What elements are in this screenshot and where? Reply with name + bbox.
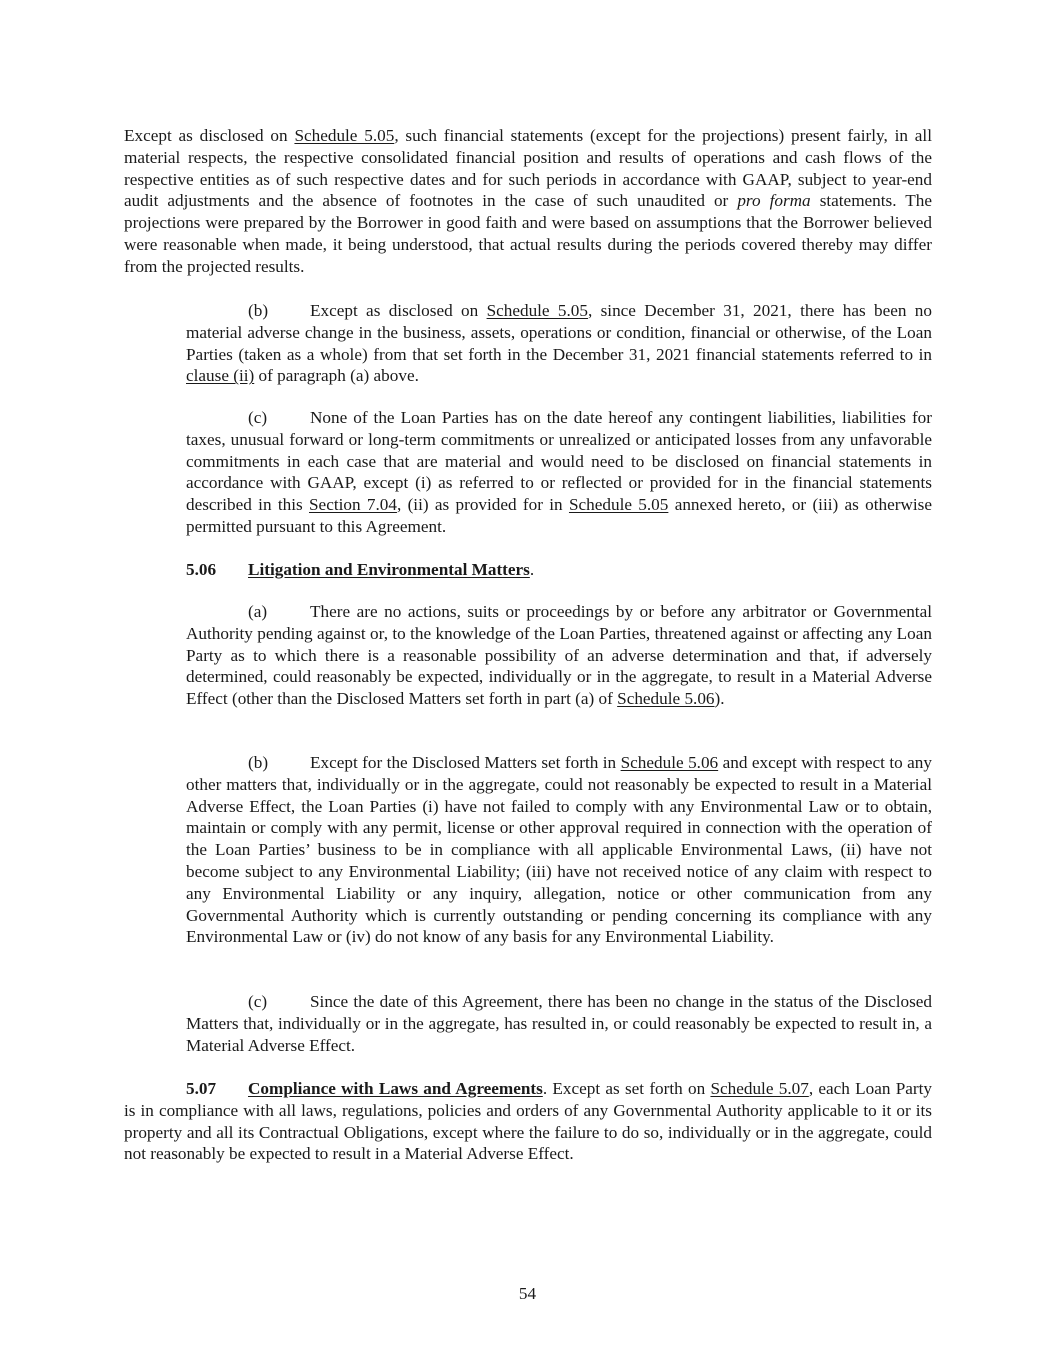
- section-704-reference[interactable]: Section 7.04: [309, 495, 397, 515]
- clause-label: (c): [248, 992, 268, 1011]
- text: annexed hereto, or (iii) as otherwise permitted pursuant to this Agreement.: [186, 495, 932, 536]
- section-title: Compliance with Laws and Agreements: [248, 1079, 543, 1098]
- text: Since the date of this Agreement, there has been no change in the status of the Disclosed Matters that, individually or in the aggregate, has resulted in, or could reasonably be expected to result in, a Material Adverse Effect.: [186, 992, 932, 1055]
- section-506-heading: [186, 559, 932, 581]
- text: of paragraph (a) above.: [254, 366, 419, 386]
- text: There are no actions, suits or proceedings by or before any arbitrator or Governmental Authority pending against or, to the knowledge of the Loan Parties, threatened against or affecting any Loan Party as to which there is a reasonable possibility of an adverse determination and that, if adversely determined, could reasonably be expected, individually or in the aggregate, to result in a Material Adverse Effect (other than the Disclosed Matters set forth in part (a) of: [186, 602, 932, 709]
- clause-label: (a): [248, 602, 268, 621]
- text: . Except as set forth on: [542, 1079, 711, 1098]
- schedule-505-reference[interactable]: Schedule 5.05: [486, 301, 588, 320]
- section-507-paragraph: [124, 1078, 932, 1165]
- schedule-505-reference[interactable]: Schedule 5.05: [568, 495, 669, 515]
- paragraph-505b: [186, 300, 932, 387]
- paragraph-505a-continuation: [124, 125, 932, 278]
- paragraph-506a: [186, 601, 932, 710]
- text: statements. The projections were prepared by the Borrower in good faith and were based on assumptions that the Borrower believed were reasonable when made, it being understood, that actual results during the periods covered thereby may differ from the projected results.: [124, 191, 932, 276]
- page-number: 54: [518, 1284, 537, 1303]
- schedule-506-reference[interactable]: Schedule 5.06: [620, 753, 719, 772]
- section-title: Litigation and Environmental Matters: [248, 560, 530, 579]
- text: , such financial statements (except for the projections) present fairly, in all material respects, the respective consolidated financial position and results of operations and cash flows of the respective entities as of such respective dates and for such periods in accordance with GAAP, subject to year-end audit adjustments and the absence of footnotes in the case of such unaudited or: [124, 126, 932, 211]
- paragraph-506c: [186, 991, 932, 1056]
- text: , since December 31, 2021, there has been no material adverse change in the business, assets, operations or condition, financial or otherwise, of the Loan Parties (taken as a whole) from that set forth in the December 31, 2021 financial statements referred to in: [186, 301, 932, 364]
- clause-label: (b): [248, 753, 269, 772]
- paragraph-506b: [186, 752, 932, 948]
- text: Except as disclosed on: [310, 301, 487, 320]
- clause-ii-reference[interactable]: clause (ii): [186, 366, 255, 386]
- paragraph-505c: [186, 407, 932, 538]
- clause-label: (b): [248, 301, 269, 320]
- text: , (ii) as provided for in: [396, 495, 569, 515]
- schedule-506-reference[interactable]: Schedule 5.06: [617, 689, 715, 709]
- text: Except for the Disclosed Matters set forth in: [310, 753, 621, 772]
- section-number: 5.06: [186, 560, 217, 579]
- schedule-505-reference[interactable]: Schedule 5.05: [294, 126, 395, 145]
- text: None of the Loan Parties has on the date hereof any contingent liabilities, liabilities for taxes, unusual forward or long-term commitments or unrealized or anticipated losses from any unfavorable commitments in each case that are material and would need to be disclosed on financial statements in accordance with GAAP, except (i) as referred to or reflected or provided for in the financial statements described in this: [186, 408, 932, 515]
- section-number: 5.07: [186, 1079, 217, 1098]
- clause-label: (c): [248, 408, 268, 427]
- schedule-507-reference[interactable]: Schedule 5.07: [710, 1079, 809, 1098]
- text: , each Loan Party is in compliance with all laws, regulations, policies and orders of any Governmental Authority applicable to it or its property and all its Contractual Obligations, except where the failure to do so, individually or in the aggregate, could not reasonably be expected to result in a Material Adverse Effect.: [124, 1079, 932, 1164]
- text: Except as disclosed on: [124, 126, 295, 145]
- pro-forma-italic: pro forma: [737, 191, 811, 211]
- text: ).: [714, 689, 725, 709]
- text: and except with respect to any other matters that, individually or in the aggregate, could not reasonably be expected to result in a Material Adverse Effect, the Loan Parties (i) have not failed to comply with any Environmental Law or to obtain, maintain or comply with any permit, license or other approval required in connection with the operation of the Loan Parties’ business to be in compliance with all applicable Environmental Laws, (ii) have not become subject to any Environmental Liability; (iii) have not received notice of any claim with respect to any Environmental Liability or any inquiry, allegation, notice or other communication from any Governmental Authority which is currently outstanding or pending concerning its compliance with any Environmental Law or (iv) do not know of any basis for any Environmental Liability.: [186, 753, 932, 947]
- text: .: [529, 560, 535, 579]
